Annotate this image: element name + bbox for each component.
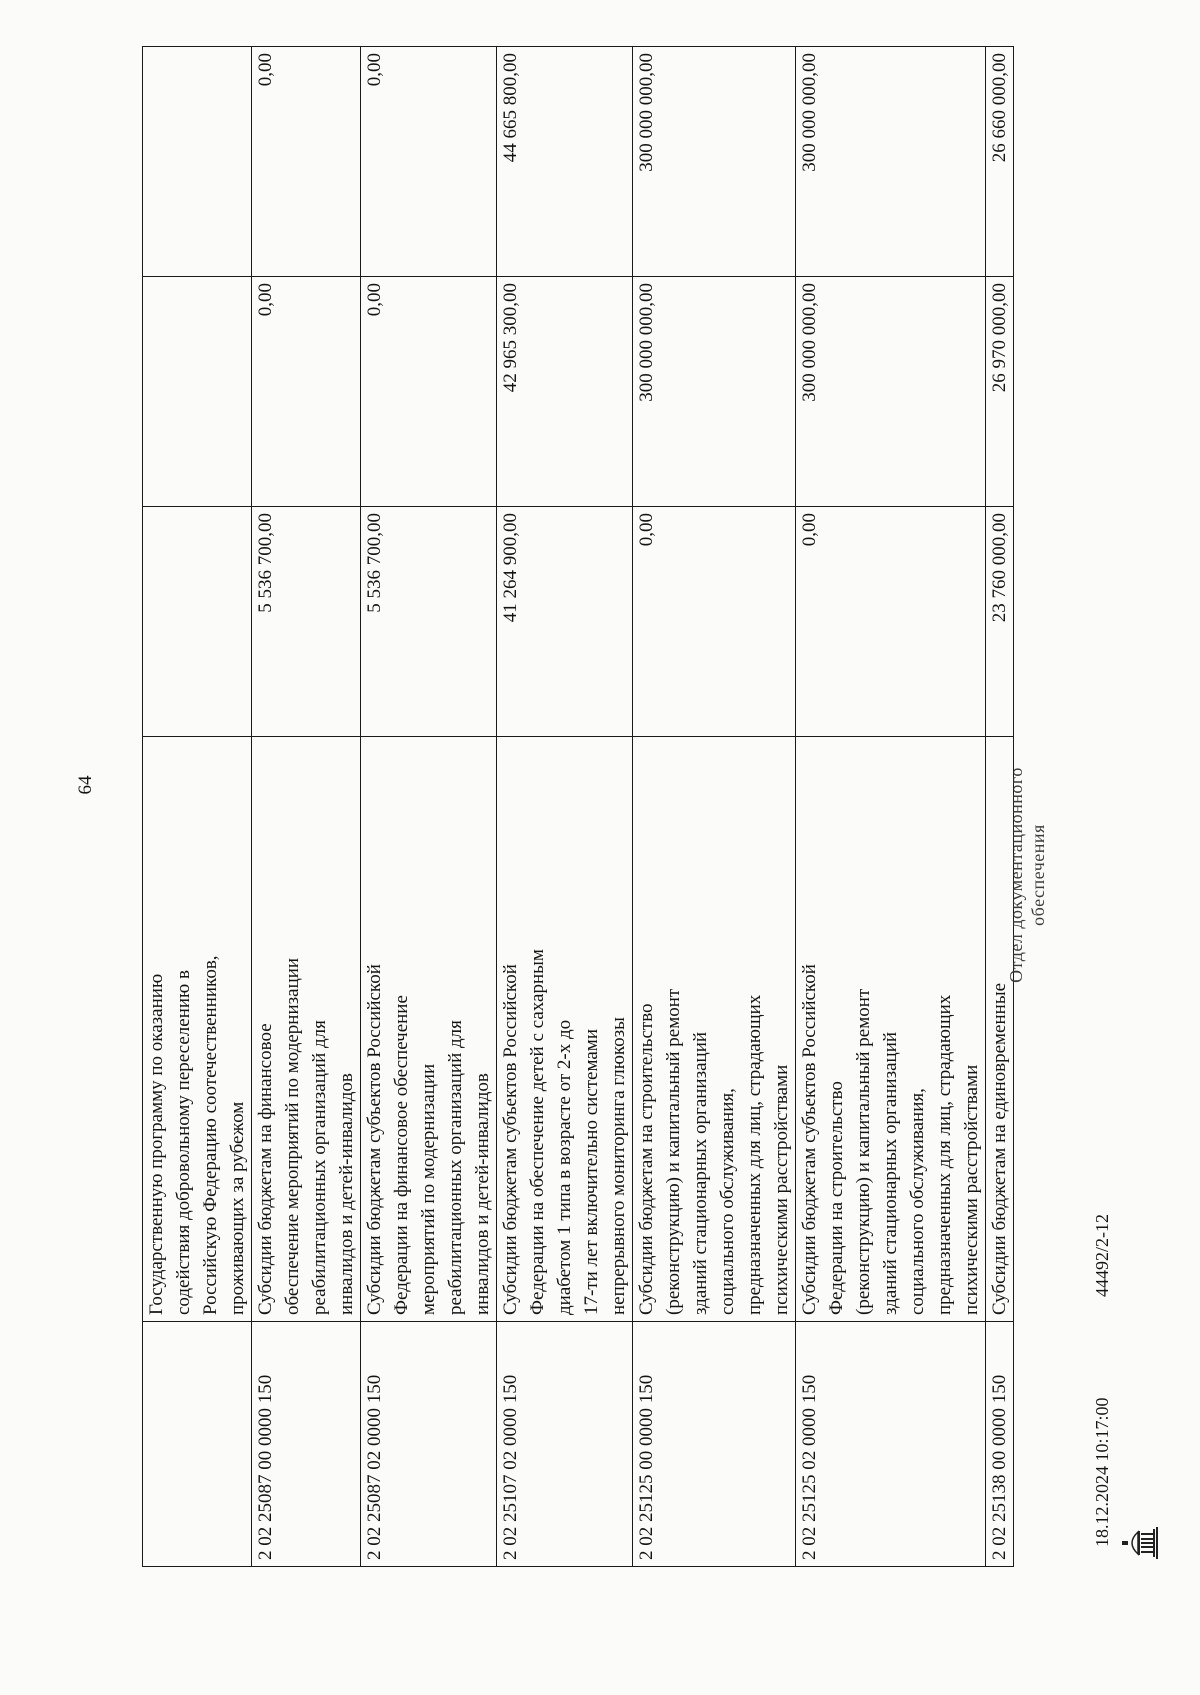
row-amount-2026: 26 970 000,00	[986, 277, 1014, 507]
row-amount-2025: 5 536 700,00	[361, 507, 497, 737]
row-code: 2 02 25087 02 0000 150	[361, 1322, 497, 1567]
row-amount-2027: 300 000 000,00	[633, 47, 796, 277]
row-code: 2 02 25125 00 0000 150	[633, 1322, 796, 1567]
stamp	[1005, 725, 1049, 1025]
row-amount-2026: 300 000 000,00	[796, 277, 986, 507]
row-name: Государственную программу по оказанию содействия добровольному переселению в Российскую Федерацию соотечественников, проживающих за рубежом	[143, 737, 252, 1322]
table-row	[497, 47, 633, 1567]
duma-logo-icon	[1120, 1526, 1160, 1560]
row-amount-2026: 300 000 000,00	[633, 277, 796, 507]
row-amount-2027: 44 665 800,00	[497, 47, 633, 277]
table-row	[143, 47, 252, 1567]
table-row	[361, 47, 497, 1567]
row-amount-2025: 0,00	[633, 507, 796, 737]
stamp-line: обеспечения	[1028, 824, 1048, 926]
footer-doc-number: 44492/2-12	[1092, 1214, 1112, 1297]
table-row	[252, 47, 361, 1567]
table-row	[633, 47, 796, 1567]
footer-date: 18.12.2024 10:17:00	[1092, 1397, 1112, 1547]
row-name: Субсидии бюджетам субъектов Российской Федерации на финансовое обеспечение мероприятий по модернизации реабилитационных организаций для инвалидов и детей-инвалидов	[361, 737, 497, 1322]
row-amount-2026: 0,00	[361, 277, 497, 507]
row-amount-2027: 26 660 000,00	[986, 47, 1014, 277]
row-name: Субсидии бюджетам на единовременные	[986, 737, 1014, 1322]
row-amount-2027: 0,00	[361, 47, 497, 277]
table-row	[796, 47, 986, 1567]
row-amount-2026	[143, 277, 252, 507]
row-name: Субсидии бюджетам на финансовое обеспечение мероприятий по модернизации реабилитационных организаций для инвалидов и детей-инвалидов	[252, 737, 361, 1322]
row-name: Субсидии бюджетам субъектов Российской Федерации на обеспечение детей с сахарным диабетом 1 типа в возрасте от 2-х до 17-ти лет включительно системами непрерывного мониторинга глюкозы	[497, 737, 633, 1322]
row-code: 2 02 25087 00 0000 150	[252, 1322, 361, 1567]
row-amount-2025	[143, 507, 252, 737]
page-number: 64	[75, 775, 96, 795]
row-amount-2025: 41 264 900,00	[497, 507, 633, 737]
row-amount-2027: 300 000 000,00	[796, 47, 986, 277]
stamp-line: Отдел документационного	[1006, 767, 1026, 983]
row-amount-2026: 42 965 300,00	[497, 277, 633, 507]
row-amount-2025: 0,00	[796, 507, 986, 737]
row-code: 2 02 25125 02 0000 150	[796, 1322, 986, 1567]
row-amount-2027: 0,00	[252, 47, 361, 277]
row-code	[143, 1322, 252, 1567]
row-amount-2025: 5 536 700,00	[252, 507, 361, 737]
row-amount-2027	[143, 47, 252, 277]
row-name: Субсидии бюджетам на строительство (реконструкцию) и капитальный ремонт зданий стационарных организаций социального обслуживания, предназначенных для лиц, страдающих психическими расстройствами	[633, 737, 796, 1322]
row-code: 2 02 25138 00 0000 150	[986, 1322, 1014, 1567]
row-code: 2 02 25107 02 0000 150	[497, 1322, 633, 1567]
row-amount-2026: 0,00	[252, 277, 361, 507]
row-name: Субсидии бюджетам субъектов Российской Федерации на строительство (реконструкцию) и капитальный ремонт зданий стационарных организаций социального обслуживания, предназначенных для лиц, страдающих психическими расстройствами	[796, 737, 986, 1322]
budget-table	[142, 46, 1014, 1567]
row-amount-2025: 23 760 000,00	[986, 507, 1014, 737]
